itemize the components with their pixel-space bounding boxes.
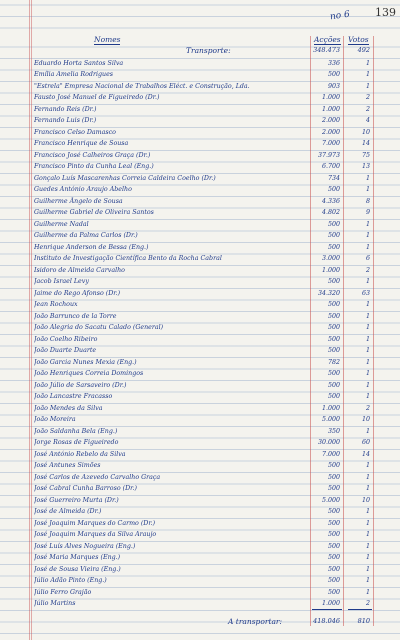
entry-votes: 9	[365, 209, 370, 216]
header-shares: Acções	[314, 35, 341, 44]
entry-name: Guilherme Nadal	[34, 220, 89, 228]
entry-name: José Guerreiro Murta (Dr.)	[34, 496, 119, 504]
table-row	[0, 483, 400, 495]
table-row	[0, 357, 400, 369]
entry-votes: 2	[365, 600, 370, 607]
entry-shares: 4.802	[321, 209, 340, 216]
entry-name: José Joaquim Marques do Carmo (Dr.)	[34, 519, 156, 527]
entry-name: João Henriques Correia Domingos	[34, 370, 144, 377]
entry-name: João Barrunco de la Torre	[34, 312, 117, 320]
table-row	[0, 552, 400, 564]
entry-votes: 1	[365, 186, 370, 193]
entry-name: Fernando Reis (Dr.)	[34, 105, 97, 113]
entry-shares: 1.000	[321, 266, 340, 274]
entry-votes: 1	[365, 531, 370, 538]
entry-votes: 14	[361, 450, 370, 458]
table-row	[0, 460, 400, 472]
entry-votes: 1	[365, 542, 370, 550]
entry-shares: 500	[327, 554, 340, 561]
table-row	[0, 506, 400, 518]
table-row	[0, 104, 400, 116]
table-row	[0, 426, 400, 438]
entry-name: José Maria Marques (Eng.)	[34, 554, 121, 561]
entry-shares: 500	[327, 186, 340, 193]
entry-votes: 1	[365, 393, 370, 400]
entry-name: João Lancastre Fracasso	[34, 393, 113, 400]
entry-shares: 500	[327, 565, 340, 573]
entry-shares: 500	[327, 393, 340, 400]
entry-votes: 1	[365, 347, 370, 354]
entry-name: José Luís Alves Nogueira (Eng.)	[34, 542, 136, 550]
entry-votes: 10	[361, 496, 370, 504]
entry-shares: 500	[327, 232, 340, 239]
entry-votes: 1	[365, 565, 370, 573]
entry-votes: 1	[365, 59, 370, 67]
table-row	[0, 184, 400, 196]
table-row	[0, 207, 400, 219]
table-row	[0, 472, 400, 484]
table-row	[0, 311, 400, 323]
total-shares-rule	[312, 609, 342, 610]
entry-votes: 4	[365, 117, 370, 124]
entry-shares: 500	[327, 335, 340, 343]
table-row	[0, 150, 400, 162]
table-row	[0, 242, 400, 254]
entry-votes: 1	[365, 381, 370, 389]
table-row	[0, 276, 400, 288]
header-votes: Votos	[348, 35, 369, 44]
entries-list	[0, 58, 400, 610]
entry-votes: 1	[365, 358, 370, 366]
entry-shares: 34.320	[317, 289, 340, 297]
table-row	[0, 391, 400, 403]
entry-name: José de Almeida (Dr.)	[34, 508, 102, 515]
entry-name: Gonçalo Luís Mascarenhas Correia Caldeira Coelho (Dr.)	[34, 174, 216, 182]
entry-votes: 1	[365, 508, 370, 515]
entry-name: João Alegria do Sacatu Calado (General)	[34, 324, 164, 331]
entry-shares: 500	[327, 519, 340, 527]
entry-shares: 500	[327, 220, 340, 228]
entry-name: Francisco José Calheiros Graça (Dr.)	[34, 151, 151, 159]
entry-votes: 1	[365, 243, 370, 251]
entry-name: José Carlos de Azevedo Carvalho Graça	[34, 473, 161, 481]
entry-shares: 500	[327, 531, 340, 538]
entry-votes: 8	[365, 197, 370, 205]
entry-votes: 10	[361, 128, 370, 136]
table-row	[0, 564, 400, 576]
entry-votes: 1	[365, 301, 370, 308]
entry-name: João Mendes da Silva	[34, 404, 103, 412]
entry-name: Fausto José Manuel de Figueiredo (Dr.)	[34, 94, 160, 101]
table-row	[0, 345, 400, 357]
entry-shares: 2.000	[321, 117, 340, 124]
entry-votes: 1	[365, 588, 370, 596]
table-row	[0, 380, 400, 392]
entry-name: Henrique Anderson de Bessa (Eng.)	[34, 243, 149, 251]
entry-shares: 500	[327, 347, 340, 354]
entry-name: "Estrela" Empresa Nacional de Trabalhos Eléct. e Construção, Lda.	[34, 82, 250, 90]
entry-name: Guilherme da Palma Carlos (Dr.)	[34, 232, 138, 239]
table-row	[0, 368, 400, 380]
entry-votes: 1	[365, 473, 370, 481]
entry-name: Francisco Henrique de Sousa	[34, 140, 129, 147]
entry-shares: 2.000	[321, 128, 340, 136]
header-names: Nomes	[94, 35, 121, 44]
entry-shares: 500	[327, 577, 340, 584]
table-row	[0, 403, 400, 415]
entry-votes: 75	[361, 151, 370, 159]
entry-name: Júlio Ferro Grajão	[34, 588, 92, 596]
entry-votes: 2	[365, 266, 370, 274]
entry-shares: 903	[327, 82, 340, 90]
entry-shares: 500	[327, 243, 340, 251]
entry-votes: 2	[365, 105, 370, 113]
entry-votes: 13	[361, 163, 370, 170]
entry-votes: 10	[361, 416, 370, 423]
entry-shares: 500	[327, 485, 340, 492]
table-row	[0, 69, 400, 81]
entry-name: João Coelho Ribeiro	[34, 335, 98, 343]
table-row	[0, 541, 400, 553]
entry-name: Guilherme Gabriel de Oliveira Santos	[34, 209, 154, 216]
entry-shares: 782	[327, 358, 340, 366]
table-row	[0, 518, 400, 530]
entry-name: José Antunes Simões	[34, 462, 101, 469]
table-row	[0, 322, 400, 334]
table-row	[0, 299, 400, 311]
entry-name: Jaime do Rego Afonso (Dr.)	[34, 289, 121, 297]
page-number: 139	[375, 6, 396, 19]
entry-shares: 500	[327, 278, 340, 285]
entry-name: Francisco Celso Damasco	[34, 128, 116, 136]
carry-forward-votes: 492	[357, 46, 370, 54]
table-row	[0, 288, 400, 300]
entry-votes: 1	[365, 485, 370, 492]
entry-votes: 2	[365, 94, 370, 101]
carry-forward-shares: 348.473	[313, 46, 340, 54]
entry-name: José Joaquim Marques da Silva Araujo	[34, 531, 157, 538]
entry-shares: 500	[327, 508, 340, 515]
entry-shares: 30.000	[317, 439, 340, 446]
corner-mark: no 6	[329, 9, 351, 23]
entry-shares: 500	[327, 324, 340, 331]
entry-name: João Saldanha Bela (Eng.)	[34, 427, 118, 435]
table-row	[0, 414, 400, 426]
entry-votes: 1	[365, 324, 370, 331]
entry-shares: 37.973	[317, 151, 340, 159]
entry-name: Fernando Luis (Dr.)	[34, 117, 97, 124]
entry-votes: 6	[365, 255, 370, 262]
entry-shares: 500	[327, 462, 340, 469]
entry-name: João Garcia Nunes Mexia (Eng.)	[34, 358, 137, 366]
entry-name: Jorge Rosas de Figueiredo	[34, 439, 119, 446]
entry-shares: 500	[327, 301, 340, 308]
entry-votes: 1	[365, 370, 370, 377]
entry-shares: 500	[327, 370, 340, 377]
entry-votes: 1	[365, 312, 370, 320]
entry-name: José António Rebelo da Silva	[34, 450, 126, 458]
table-row	[0, 575, 400, 587]
table-row	[0, 173, 400, 185]
entry-name: João Júlio de Sarsaveiro (Dr.)	[34, 381, 127, 389]
entry-votes: 1	[365, 220, 370, 228]
entry-votes: 14	[361, 140, 370, 147]
entry-name: José Cabral Cunha Barroso (Dr.)	[34, 485, 137, 492]
entry-name: Jacob Israel Levy	[34, 278, 89, 285]
table-row	[0, 265, 400, 277]
entry-shares: 7.000	[321, 450, 340, 458]
table-row	[0, 127, 400, 139]
table-row	[0, 587, 400, 599]
entry-votes: 1	[365, 278, 370, 285]
entry-name: João Moreira	[34, 416, 76, 423]
entry-shares: 500	[327, 71, 340, 78]
entry-votes: 1	[365, 462, 370, 469]
total-votes-rule	[348, 609, 372, 610]
entry-shares: 500	[327, 312, 340, 320]
entry-votes: 1	[365, 519, 370, 527]
table-row	[0, 437, 400, 449]
entry-votes: 1	[365, 71, 370, 78]
entry-shares: 1.000	[321, 105, 340, 113]
entry-name: Júlio Adão Pinto (Eng.)	[34, 577, 107, 584]
total-label: A transportar:	[228, 617, 283, 626]
entry-name: Francisco Pinto da Cunha Leal (Eng.)	[34, 163, 154, 170]
table-row	[0, 196, 400, 208]
table-row	[0, 253, 400, 265]
table-row	[0, 92, 400, 104]
entry-votes: 60	[361, 439, 370, 446]
table-row	[0, 529, 400, 541]
entry-shares: 7.000	[321, 140, 340, 147]
entry-shares: 1.000	[321, 94, 340, 101]
entry-name: Instituto de Investigação Científica Bento da Rocha Cabral	[34, 255, 222, 262]
entry-name: Júlio Martins	[34, 600, 76, 607]
table-row	[0, 219, 400, 231]
table-row	[0, 161, 400, 173]
entry-name: Eduardo Horta Santos Silva	[34, 59, 124, 67]
entry-shares: 336	[327, 59, 340, 67]
total-votes: 810	[357, 617, 370, 625]
carry-forward-label: Transporte:	[186, 46, 231, 55]
entry-votes: 1	[365, 82, 370, 90]
entry-shares: 500	[327, 542, 340, 550]
entry-votes: 2	[365, 404, 370, 412]
entry-name: Emília Amelia Rodrigues	[34, 71, 114, 78]
entry-shares: 1.000	[321, 600, 340, 607]
entry-shares: 350	[327, 427, 340, 435]
entry-shares: 500	[327, 473, 340, 481]
entry-votes: 1	[365, 427, 370, 435]
entry-votes: 63	[361, 289, 370, 297]
entry-votes: 1	[365, 335, 370, 343]
entry-shares: 734	[327, 174, 340, 182]
entry-name: José de Sousa Vieira (Eng.)	[34, 565, 121, 573]
entry-shares: 4.336	[321, 197, 340, 205]
total-shares: 418.046	[313, 617, 340, 625]
entry-votes: 1	[365, 554, 370, 561]
entry-shares: 1.000	[321, 404, 340, 412]
entry-shares: 500	[327, 588, 340, 596]
table-row	[0, 495, 400, 507]
table-row	[0, 58, 400, 70]
entry-name: Isidoro de Almeida Carvalho	[34, 266, 125, 274]
entry-shares: 5.000	[321, 416, 340, 423]
entry-shares: 6.700	[321, 163, 340, 170]
table-row	[0, 598, 400, 610]
entry-shares: 500	[327, 381, 340, 389]
entry-shares: 3.000	[321, 255, 340, 262]
table-row	[0, 449, 400, 461]
entry-votes: 1	[365, 174, 370, 182]
entry-votes: 1	[365, 232, 370, 239]
entry-name: Guilherme Ângelo de Sousa	[34, 197, 123, 205]
entry-name: Guedes António Araujo Abelho	[34, 186, 132, 193]
entry-name: Jean Rochoux	[34, 301, 78, 308]
table-row	[0, 81, 400, 93]
entry-votes: 1	[365, 577, 370, 584]
table-row	[0, 138, 400, 150]
table-row	[0, 115, 400, 127]
entry-shares: 5.000	[321, 496, 340, 504]
table-row	[0, 334, 400, 346]
table-row	[0, 230, 400, 242]
entry-name: João Duarte Duarte	[34, 347, 97, 354]
